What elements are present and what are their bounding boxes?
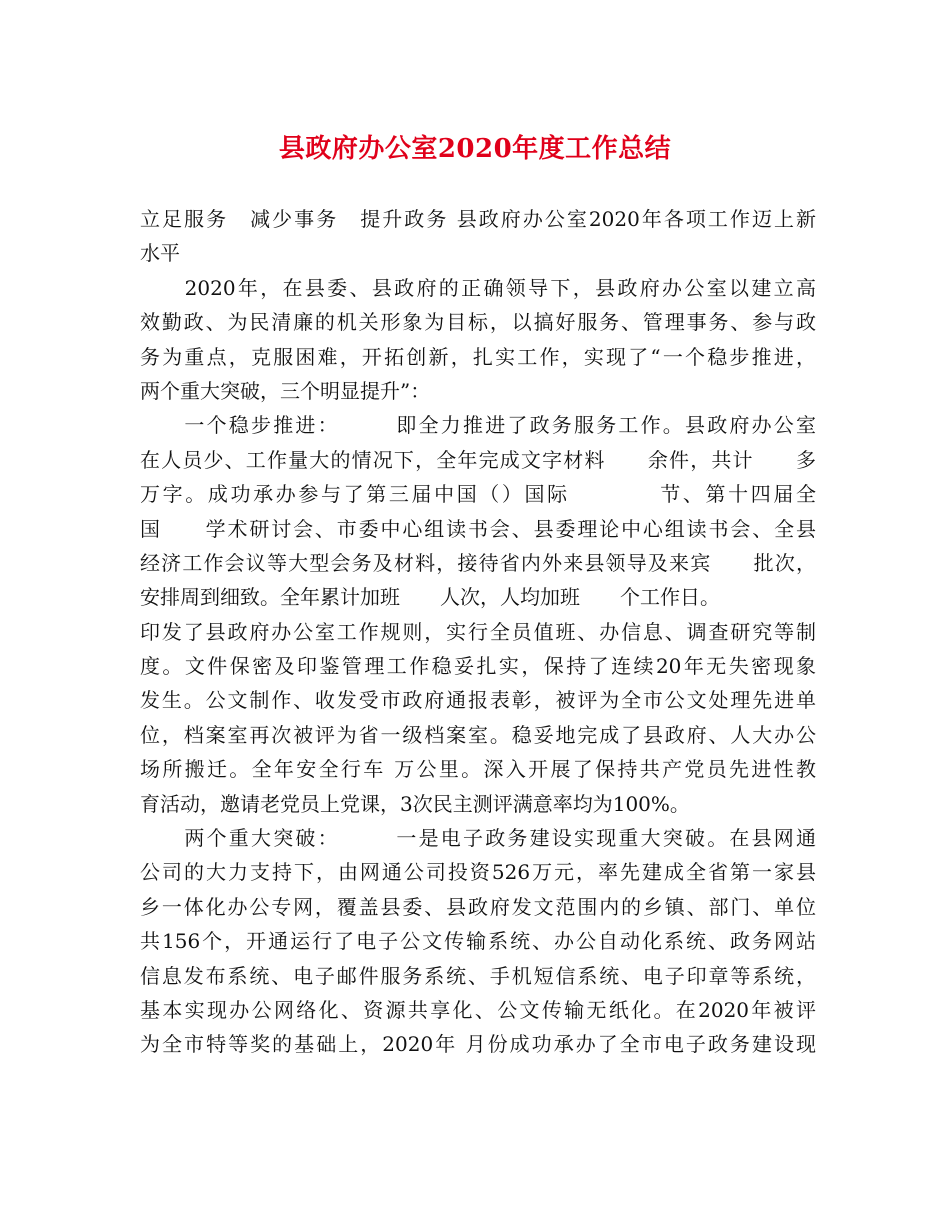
text-line: 印发了县政府办公室工作规则，实行全员值班、办信息、调查研究等制	[140, 619, 816, 644]
text-line: 育活动，邀请老党员上党课，3次民主测评满意率均为100%。	[140, 791, 690, 816]
document-body	[140, 202, 816, 1062]
text-line: 经济工作会议等大型会务及材料，接待省内外来县领导及来宾 批次，	[140, 550, 816, 575]
text-line: 为全市特等奖的基础上，2020年 月份成功承办了全市电子政务建设现	[140, 1032, 816, 1057]
text-line: 安排周到细致。全年累计加班 人次，人均加班 个工作日。	[140, 585, 720, 610]
text-line: 务为重点，克服困难，开拓创新，扎实工作，实现了“一个稳步推进，	[140, 344, 816, 369]
text-line: 立足服务 减少事务 提升政务 县政府办公室2020年各项工作迈上新	[140, 207, 816, 231]
text-line: 基本实现办公网络化、资源共享化、公文传输无纸化。在2020年被评	[140, 997, 816, 1022]
text-line: 一个稳步推进： 即全力推进了政务服务工作。县政府办公室	[140, 413, 816, 438]
text-line: 共156个，开通运行了电子公文传输系统、办公自动化系统、政务网站	[140, 929, 816, 954]
text-line: 两个重大突破： 一是电子政务建设实现重大突破。在县网通	[140, 826, 816, 851]
text-line: 水平	[140, 241, 180, 266]
text-line: 2020年，在县委、县政府的正确领导下，县政府办公室以建立高	[140, 275, 816, 300]
text-line: 信息发布系统、电子邮件服务系统、手机短信系统、电子印章等系统，	[140, 963, 816, 988]
text-line: 万字。成功承办参与了第三届中国（）国际 节、第十四届全	[140, 482, 816, 507]
document-title: 县政府办公室2020年度工作总结	[278, 134, 672, 164]
text-line: 效勤政、为民清廉的机关形象为目标，以搞好服务、管理事务、参与政	[140, 310, 816, 335]
text-line: 两个重大突破，三个明显提升”：	[140, 378, 431, 403]
text-line: 国 学术研讨会、市委中心组读书会、县委理论中心组读书会、全县	[140, 516, 816, 541]
text-line: 公司的大力支持下，由网通公司投资526万元，率先建成全省第一家县	[140, 860, 816, 885]
text-line: 发生。公文制作、收发受市政府通报表彰，被评为全市公文处理先进单	[140, 688, 816, 713]
text-line: 在人员少、工作量大的情况下，全年完成文字材料 余件，共计 多	[140, 447, 816, 472]
text-line: 乡一体化办公专网，覆盖县委、县政府发文范围内的乡镇、部门、单位	[140, 894, 816, 919]
text-line: 位，档案室再次被评为省一级档案室。稳妥地完成了县政府、人大办公	[140, 722, 816, 747]
text-line: 场所搬迁。全年安全行车 万公里。深入开展了保持共产党员先进性教	[140, 757, 816, 782]
text-line: 度。文件保密及印鉴管理工作稳妥扎实，保持了连续20年无失密现象	[140, 654, 816, 679]
